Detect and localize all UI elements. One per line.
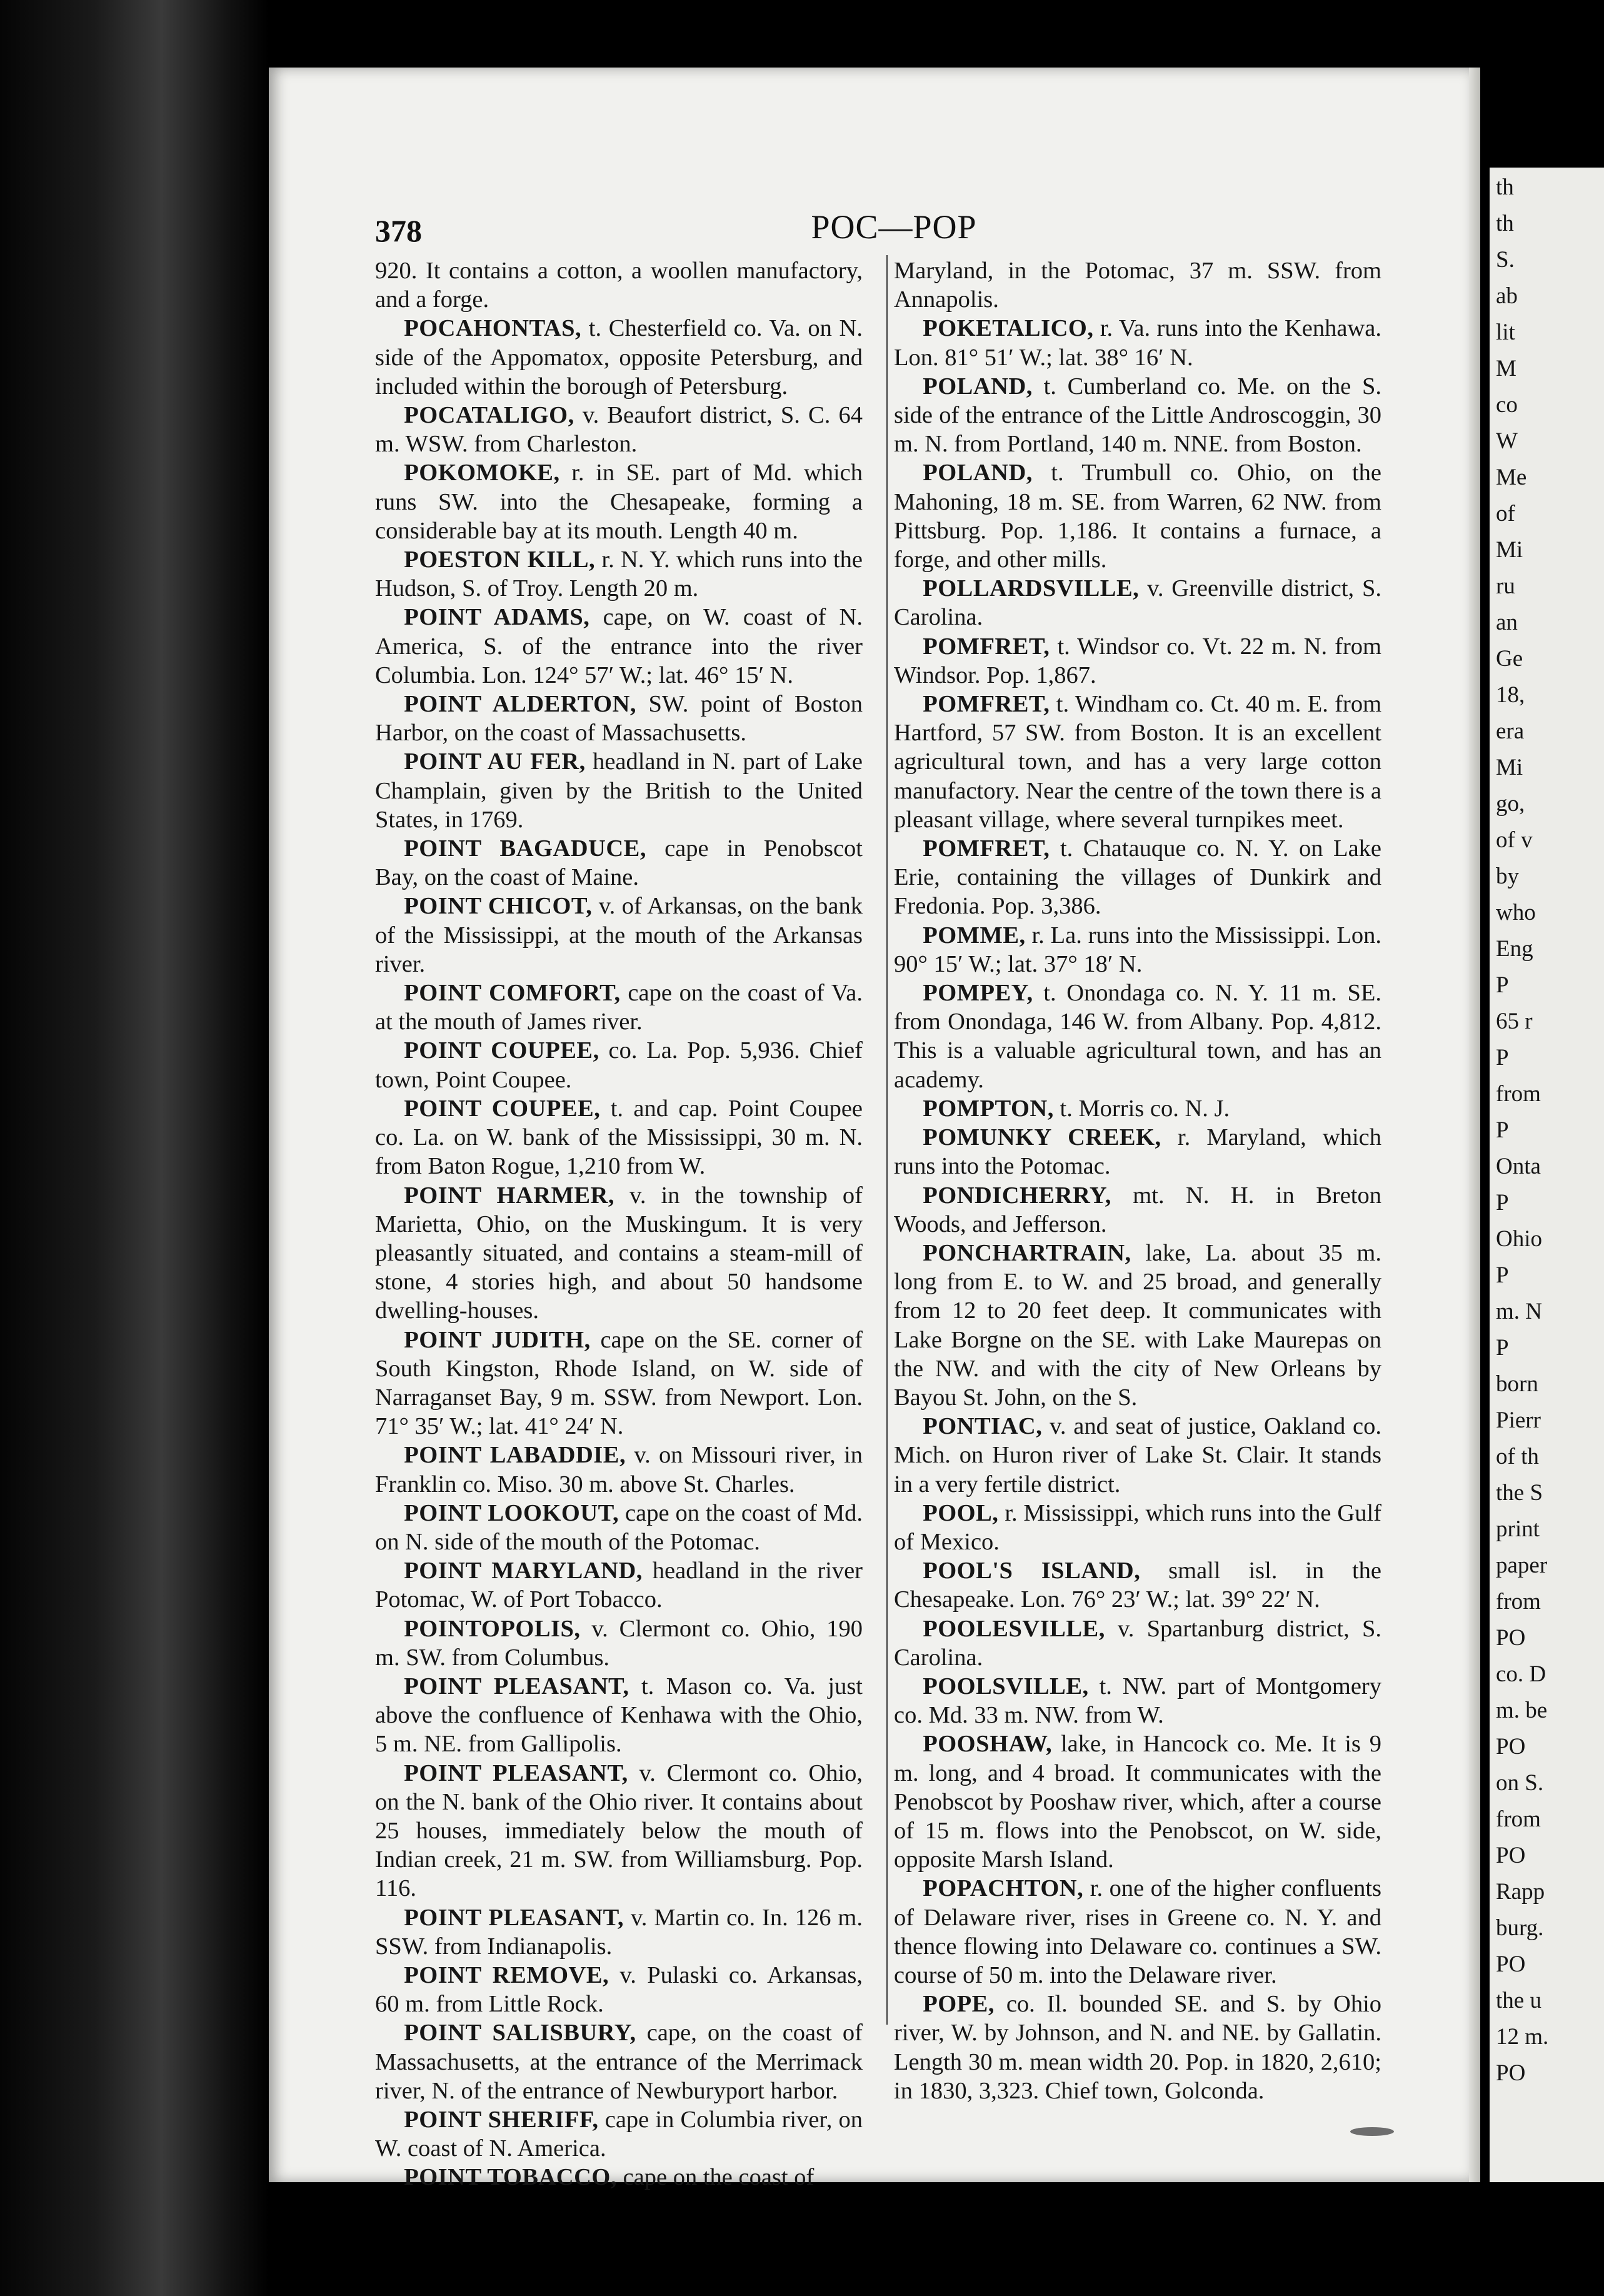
adjacent-page-text: print (1496, 1516, 1540, 1542)
adjacent-page-text: W (1496, 428, 1518, 454)
entry-headword: POINT COUPEE, (404, 1037, 599, 1064)
adjacent-page-text: Pierr (1496, 1407, 1541, 1433)
entry-headword: POESTON KILL, (404, 546, 596, 573)
entry-headword: POINTOPOLIS, (404, 1615, 581, 1642)
gazetteer-entry (894, 1123, 1381, 1181)
entry-text: t. Chatauque co. N. Y. on Lake Erie, containing the villages of Dunkirk and Fredonia. Pop. 3,386. (894, 835, 1381, 920)
entry-headword: POMUNKY CREEK, (923, 1124, 1161, 1151)
entry-text: small isl. in the Chesapeake. Lon. 76° 23′ W.; lat. 39° 22′ N. (894, 1558, 1382, 1613)
entry-text: lake, in Hancock co. Me. It is 9 m. long, and 4 broad. It communicates with the Penobscot by Pooshaw river, which, after a course of 15 m. flows into the Penobscot, on W. side, opposite Marsh Island. (894, 1731, 1382, 1873)
gazetteer-entry (375, 1961, 863, 2018)
adjacent-page-text: ab (1496, 283, 1518, 309)
entry-headword: POMFRET, (923, 633, 1050, 660)
book-page (269, 68, 1469, 2191)
entry-headword: POOL'S ISLAND, (923, 1558, 1141, 1584)
entry-text: cape, on W. coast of N. America, S. of the entrance into the river Columbia. Lon. 124° 57′ W.; lat. 46° 15′ N. (375, 604, 863, 688)
entry-headword: POMPTON, (923, 1095, 1054, 1122)
gazetteer-entry (894, 1412, 1381, 1499)
gazetteer-entry (375, 256, 863, 314)
gazetteer-entry (375, 834, 863, 892)
gazetteer-entry (375, 1759, 863, 1903)
adjacent-page-text: from (1496, 1081, 1541, 1107)
gazetteer-entry (894, 690, 1381, 834)
entry-headword: POINT BAGADUCE, (404, 835, 646, 862)
gazetteer-entry (894, 921, 1381, 979)
gazetteer-entry (375, 892, 863, 979)
entry-headword: PONTIAC, (923, 1413, 1043, 1440)
entry-headword: POCAHONTAS, (404, 315, 582, 342)
entry-headword: POINT COMFORT, (404, 980, 621, 1007)
adjacent-page-text: th (1496, 211, 1514, 236)
entry-text: t. Windsor co. Vt. 22 m. N. from Windsor. Pop. 1,867. (894, 633, 1382, 688)
entry-text: t. NW. part of Montgomery co. Md. 33 m. NW. from W. (894, 1673, 1381, 1729)
gazetteer-entry (375, 2163, 863, 2192)
entry-headword: PONDICHERRY, (923, 1182, 1111, 1209)
entry-text: v. Beaufort district, S. C. 64 m. WSW. from Charleston. (375, 402, 863, 458)
entry-headword: POINT SHERIFF, (404, 2107, 599, 2133)
entry-headword: POLAND, (923, 373, 1033, 400)
entry-text: headland in N. part of Lake Champlain, given by the British to the United States, in 1769. (375, 748, 863, 833)
entry-headword: POINT ALDERTON, (404, 691, 637, 718)
gazetteer-entry (894, 574, 1381, 632)
entry-text: r. N. Y. which runs into the Hudson, S. of Troy. Length 20 m. (375, 546, 863, 602)
entry-text: cape on the SE. corner of South Kingston, Rhode Island, on W. side of Narraganset Bay, 9 m. SSW. from Newport. Lon. 71° 35′ W.; lat. 41° 24′ N. (375, 1326, 863, 1440)
book-spine-shadow (0, 0, 269, 2296)
entry-text: v. Clermont co. Ohio, 190 m. SW. from Columbus. (375, 1615, 863, 1671)
adjacent-page-text: the u (1496, 1988, 1541, 2013)
adjacent-page-text: Rapp (1496, 1879, 1545, 1905)
page-number: 378 (375, 213, 422, 248)
gazetteer-entry (894, 1672, 1381, 1730)
adjacent-page-text: Ohio (1496, 1226, 1542, 1252)
adjacent-page-text: PO (1496, 1734, 1526, 1760)
entry-text: r. Maryland, which runs into the Potomac. (894, 1124, 1381, 1180)
entry-headword: POINT REMOVE, (404, 1961, 609, 1988)
entry-text: co. La. Pop. 5,936. Chief town, Point Coupee. (375, 1037, 863, 1093)
adjacent-page-text: 18, (1496, 682, 1525, 708)
adjacent-page-text: PO (1496, 1843, 1526, 1868)
gazetteer-entry (375, 1326, 863, 1441)
entry-headword: POINT ADAMS, (404, 604, 590, 631)
gazetteer-entry (894, 372, 1381, 459)
gazetteer-entry (375, 1499, 863, 1556)
adjacent-page-text: P (1496, 1262, 1509, 1288)
adjacent-page-text: P (1496, 1117, 1509, 1143)
adjacent-page-text: Mi (1496, 537, 1523, 563)
adjacent-page-text: Me (1496, 465, 1527, 490)
gazetteer-entry (894, 1730, 1381, 1874)
entry-headword: POINT PLEASANT, (404, 1904, 624, 1931)
entry-headword: POLAND, (923, 460, 1033, 486)
adjacent-page-text: P (1496, 1045, 1509, 1070)
entry-headword: POINT PLEASANT, (404, 1673, 629, 1699)
gazetteer-entry (375, 690, 863, 747)
entry-headword: POMPEY, (923, 980, 1033, 1007)
entry-text: t. Cumberland co. Me. on the S. side of the entrance of the Little Androscoggin, 30 m. N. from Portland, 140 m. NNE. from Boston. (894, 373, 1382, 458)
entry-text: SW. point of Boston Harbor, on the coast of Massachusetts. (375, 691, 863, 747)
entry-text: v. and seat of justice, Oakland co. Mich. on Huron river of Lake St. Clair. It stands in a very fertile district. (894, 1413, 1381, 1498)
adjacent-page-text: from (1496, 1589, 1541, 1614)
adjacent-page-text: burg. (1496, 1915, 1544, 1941)
entry-headword: POINT CHICOT, (404, 893, 593, 920)
gazetteer-entry (375, 603, 863, 690)
gazetteer-entry (894, 1239, 1381, 1412)
gazetteer-entry (375, 1556, 863, 1614)
entry-text: r. Mississippi, which runs into the Gulf of Mexico. (894, 1499, 1381, 1555)
gazetteer-entry (894, 834, 1381, 921)
entry-headword: POOLESVILLE, (923, 1615, 1105, 1642)
adjacent-page-text: Ge (1496, 646, 1523, 672)
gazetteer-entry (375, 1614, 863, 1672)
gazetteer-entry (375, 1903, 863, 1961)
adjacent-page-text: era (1496, 718, 1525, 744)
adjacent-page-fragment (1490, 168, 1604, 2182)
adjacent-page-text: co. D (1496, 1661, 1546, 1687)
entry-headword: POINT AU FER, (404, 748, 586, 775)
entry-headword: POMFRET, (923, 691, 1050, 718)
adjacent-page-text: ru (1496, 573, 1515, 599)
entry-text: cape in Columbia river, on W. coast of N. America. (375, 2107, 863, 2162)
adjacent-page-text: the S (1496, 1480, 1543, 1506)
entry-text: r. one of the higher confluents of Delaware river, rises in Greene co. N. Y. and thence flowing into Delaware co. continues a SW. course of 50 m. into the Delaware river. (894, 1875, 1382, 1988)
gazetteer-entry (375, 1036, 863, 1094)
entry-text: v. in the township of Marietta, Ohio, on the Muskingum. It is very pleasantly situated, and contains a steam-mill of stone, 4 stories high, and about 50 handsome dwelling-houses. (375, 1182, 863, 1324)
ink-smudge (1350, 2127, 1394, 2136)
adjacent-page-text: PO (1496, 1625, 1526, 1651)
gazetteer-entry (375, 545, 863, 603)
entry-headword: POINT JUDITH, (404, 1326, 591, 1353)
entry-headword: POOL, (923, 1499, 999, 1526)
adjacent-page-text: by (1496, 864, 1519, 889)
gazetteer-entry (375, 979, 863, 1036)
adjacent-page-text: on S. (1496, 1770, 1544, 1796)
gazetteer-entry (375, 747, 863, 834)
entry-headword: PONCHARTRAIN, (923, 1239, 1131, 1266)
adjacent-page-text: Mi (1496, 755, 1523, 780)
entry-text: v. Spartanburg district, S. Carolina. (894, 1615, 1381, 1671)
entry-headword: POINT LABADDIE, (404, 1442, 626, 1469)
right-column (894, 256, 1381, 2107)
entry-text: r. La. runs into the Mississippi. Lon. 90° 15′ W.; lat. 37° 18′ N. (894, 922, 1382, 977)
entry-text: co. Il. bounded SE. and S. by Ohio river, W. by Johnson, and N. and NE. by Gallatin. Length 30 m. mean width 20. Pop. in 1820, 2,610; in 1830, 3,323. Chief town, Golconda. (894, 1991, 1382, 2104)
column-rule (886, 255, 888, 2025)
entry-headword: POPACHTON, (923, 1875, 1084, 1902)
adjacent-page-text: P (1496, 1335, 1509, 1361)
entry-headword: POPE, (923, 1991, 995, 2018)
adjacent-page-text: from (1496, 1806, 1541, 1832)
gazetteer-entry (894, 1094, 1381, 1123)
adjacent-page-text: Onta (1496, 1154, 1541, 1179)
entry-text: t. and cap. Point Coupee co. La. on W. bank of the Mississippi, 30 m. N. from Baton Rogue, 1,210 from W. (375, 1095, 863, 1180)
entry-text: cape in Penobscot Bay, on the coast of Maine. (375, 835, 863, 891)
gazetteer-entry (894, 1614, 1381, 1672)
adjacent-page-text: co (1496, 392, 1518, 418)
entry-text: cape, on the coast of Massachusetts, at the entrance of the Merrimack river, N. of the entrance of Newburyport harbor. (375, 2020, 863, 2104)
gazetteer-entry (894, 1874, 1381, 1990)
entry-text: t. Onondaga co. N. Y. 11 m. SE. from Onondaga, 146 W. from Albany. Pop. 4,812. This is a valuable agricultural town, and has an academy. (894, 980, 1381, 1093)
entry-text: v. Clermont co. Ohio, on the N. bank of the Ohio river. It contains about 25 houses, immediately below the mouth of Indian creek, 21 m. SW. from Williamsburg. Pop. 116. (375, 1760, 863, 1902)
entry-text: cape on the coast of Va. at the mouth of James river. (375, 980, 863, 1035)
gazetteer-entry (375, 458, 863, 545)
entry-text: v. on Missouri river, in Franklin co. Miso. 30 m. above St. Charles. (375, 1442, 863, 1498)
gazetteer-entry (894, 314, 1381, 371)
adjacent-page-text: who (1496, 900, 1536, 925)
entry-text: v. Pulaski co. Arkansas, 60 m. from Little Rock. (375, 1961, 863, 2018)
gazetteer-entry (894, 256, 1381, 314)
adjacent-page-text: of th (1496, 1444, 1539, 1469)
entry-text: cape on the coast of Md. on N. side of the mouth of the Potomac. (375, 1499, 863, 1555)
adjacent-page-text: th (1496, 174, 1514, 200)
gazetteer-entry (375, 1181, 863, 1326)
entry-headword: POKOMOKE, (404, 460, 560, 486)
adjacent-page-text: 12 m. (1496, 2024, 1549, 2050)
entry-headword: POLLARDSVILLE, (923, 575, 1140, 602)
gazetteer-entry (375, 401, 863, 458)
entry-text: Maryland, in the Potomac, 37 m. SSW. from Annapolis. (894, 258, 1381, 313)
adjacent-page-text: go, (1496, 791, 1525, 817)
entry-text: 920. It contains a cotton, a woollen manufactory, and a forge. (375, 258, 863, 313)
entry-text: headland in the river Potomac, W. of Port Tobacco. (375, 1558, 863, 1613)
gazetteer-entry (375, 1094, 863, 1181)
page-edge (1469, 68, 1480, 2182)
gazetteer-entry (894, 632, 1381, 690)
entry-headword: POMME, (923, 922, 1026, 949)
entry-headword: POMFRET, (923, 835, 1050, 862)
entry-text: t. Mason co. Va. just above the confluence of Kenhawa with the Ohio, 5 m. NE. from Gallipolis. (375, 1673, 863, 1758)
entry-text: r. Va. runs into the Kenhawa. Lon. 81° 51′ W.; lat. 38° 16′ N. (894, 315, 1381, 371)
entry-text: v. Martin co. In. 126 m. SSW. from Indianapolis. (375, 1904, 863, 1960)
gazetteer-entry (375, 314, 863, 401)
gazetteer-entry (894, 1181, 1381, 1239)
entry-text: v. of Arkansas, on the bank of the Mississippi, at the mouth of the Arkansas river. (375, 893, 863, 977)
adjacent-page-text: M (1496, 356, 1516, 381)
gazetteer-entry (894, 1499, 1381, 1556)
entry-text: t. Morris co. N. J. (1060, 1095, 1230, 1122)
entry-headword: POINT TOBACCO, (404, 2164, 617, 2191)
entry-text: v. Greenville district, S. Carolina. (894, 575, 1382, 631)
entry-headword: POCATALIGO, (404, 402, 574, 429)
gazetteer-entry (375, 1441, 863, 1498)
gazetteer-entry (375, 1672, 863, 1759)
adjacent-page-text: Eng (1496, 936, 1533, 962)
entry-text: cape on the coast of (623, 2164, 815, 2191)
adjacent-page-text: m. N (1496, 1299, 1542, 1324)
gazetteer-entry (894, 1556, 1381, 1614)
gazetteer-entry (894, 979, 1381, 1094)
adjacent-page-text: of (1496, 501, 1515, 526)
entry-headword: POINT COUPEE, (404, 1095, 601, 1122)
entry-text: lake, La. about 35 m. long from E. to W. and 25 broad, and generally from 12 to 20 feet deep. It communicates with Lake Borgne on the SE. with Lake Maurepas on the NW. and with the city of New Orleans by Bayou St. John, on the S. (894, 1239, 1382, 1411)
adjacent-page-text: P (1496, 1190, 1509, 1216)
adjacent-page-text: an (1496, 610, 1518, 635)
running-head: POC—POP (811, 208, 977, 246)
entry-headword: POOSHAW, (923, 1731, 1053, 1758)
entry-headword: POINT LOOKOUT, (404, 1499, 619, 1526)
gazetteer-entry (894, 1990, 1381, 2105)
entry-text: t. Chesterfield co. Va. on N. side of the Appomatox, opposite Petersburg, and included within the borough of Petersburg. (375, 315, 863, 400)
entry-text: t. Windham co. Ct. 40 m. E. from Hartford, 57 SW. from Boston. It is an excellent agricultural town, and has a very large cotton manufactory. Near the centre of the town there is a pleasant village, where several turnpikes meet. (894, 691, 1382, 833)
adjacent-page-text: m. be (1496, 1698, 1548, 1723)
gazetteer-entry (375, 2105, 863, 2163)
left-column (375, 256, 863, 2191)
entry-headword: POINT PLEASANT, (404, 1760, 628, 1786)
entry-text: t. Trumbull co. Ohio, on the Mahoning, 18 m. SE. from Warren, 62 NW. from Pittsburg. Pop. 1,186. It contains a furnace, a forge, and other mills. (894, 460, 1382, 573)
adjacent-page-text: PO (1496, 2060, 1526, 2086)
entry-headword: POINT MARYLAND, (404, 1558, 643, 1584)
entry-headword: POKETALICO, (923, 315, 1094, 342)
entry-headword: POOLSVILLE, (923, 1673, 1089, 1699)
adjacent-page-text: paper (1496, 1553, 1548, 1578)
gazetteer-entry (894, 458, 1381, 574)
adjacent-page-text: PO (1496, 1951, 1526, 1977)
adjacent-page-text: S. (1496, 247, 1515, 273)
entry-text: r. in SE. part of Md. which runs SW. into the Chesapeake, forming a considerable bay at its mouth. Length 40 m. (375, 460, 863, 544)
entry-headword: POINT SALISBURY, (404, 2020, 636, 2047)
adjacent-page-text: of v (1496, 827, 1533, 853)
adjacent-page-text: born (1496, 1371, 1538, 1397)
entry-headword: POINT HARMER, (404, 1182, 614, 1209)
adjacent-page-text: 65 r (1496, 1009, 1533, 1034)
adjacent-page-text: P (1496, 972, 1509, 998)
entry-text: mt. N. H. in Breton Woods, and Jefferson. (894, 1182, 1382, 1237)
adjacent-page-text: lit (1496, 320, 1515, 345)
gazetteer-entry (375, 2018, 863, 2105)
